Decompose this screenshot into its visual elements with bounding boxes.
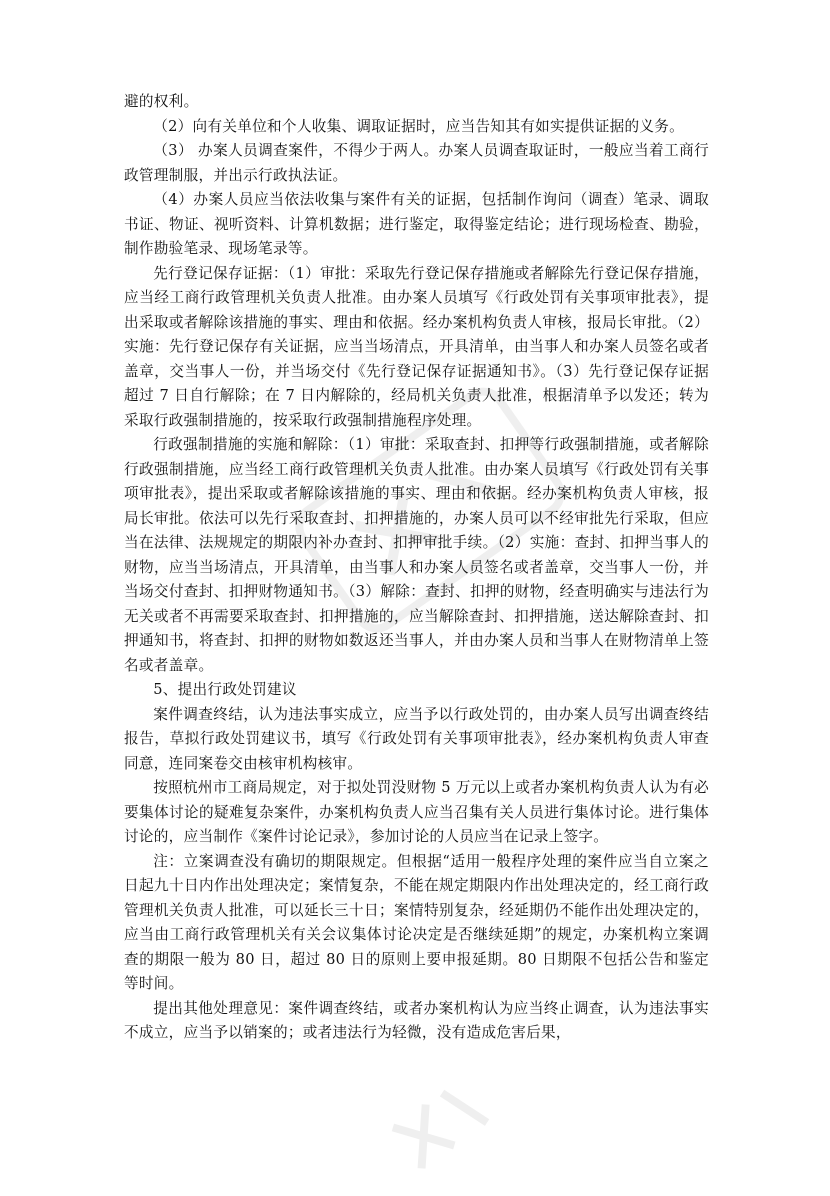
paragraph: 按照杭州市工商局规定，对于拟处罚没财物 5 万元以上或者办案机构负责人认为有必要集体讨论的疑难复杂案件，办案机构负责人应当召集有关人员进行集体讨论。进行集体讨论的，应当制作《案件讨论记录》，参加讨论的人员应当在记录上签字。 — [124, 779, 709, 845]
paragraph: （3） 办案人员调查案件，不得少于两人。办案人员调查取证时，一般应当着工商行政管理制服，并出示行政执法证。 — [124, 142, 709, 184]
section-heading: 5、提出行政处罚建议 — [153, 681, 297, 698]
paragraph: 先行登记保存证据：（1）审批：采取先行登记保存措施或者解除先行登记保存措施，应当经工商行政管理机关负责人批准。由办案人员填写《行政处罚有关事项审批表》，提出采取或者解除该措施的事实、理由和依据。经办案机构负责人审核，报局长审批。（2）实施：先行登记保存有关证据，应当当场清点，开具清单，由当事人和办案人员签名或者盖章，交当事人一份，并当场交付《先行登记保存证据通知书》。（3）先行登记保存证据超过 7 日自行解除；在 7 日内解除的，经局机关负责人批准，根据清单予以发还；转为采取行政强制措施的，按采取行政强制措施程序处理。 — [124, 264, 709, 429]
paragraph: 提出其他处理意见：案件调查终结，或者办案机构认为应当终止调查，认为违法事实不成立，应当予以销案的；或者违法行为轻微，没有造成危害后果， — [124, 999, 709, 1041]
paragraph: （2）向有关单位和个人收集、调取证据时，应当告知其有如实提供证据的义务。 — [153, 117, 685, 135]
watermark-icon — [365, 1054, 515, 1196]
paragraph: （4）办案人员应当依法收集与案件有关的证据，包括制作询问（调查）笔录、调取书证、物证、视听资料、计算机数据；进行鉴定，取得鉴定结论；进行现场检查、勘验，制作勘验笔录、现场笔录等。 — [124, 191, 709, 257]
note-paragraph: 注：立案调查没有确切的期限规定。但根据“适用一般程序处理的案件应当自立案之日起九十日内作出处理决定；案情复杂，不能在规定期限内作出处理决定的，经工商行政管理机关负责人批准，可以延长三十日；案情特别复杂，经延期仍不能作出处理决定的，应当由工商行政管理机关有关会议集体讨论决定是否继续延期”的规定，办案机构立案调查的期限一般为 80 日，超过 80 日的原则上要申报延期。80 日期限不包括公告和鉴定等时间。 — [124, 852, 709, 992]
paragraph: 行政强制措施的实施和解除：（1）审批：采取查封、扣押等行政强制措施，或者解除行政强制措施，应当经工商行政管理机关负责人批准。由办案人员填写《行政处罚有关事项审批表》，提出采取或者解除该措施的事实、理由和依据。经办案机构负责人审核，报局长审批。依法可以先行采取查封、扣押措施的，办案人员可以不经审批先行采取，但应当在法律、法规规定的期限内补办查封、扣押审批手续。（2）实施：查封、扣押当事人的财物，应当当场清点，开具清单，由当事人和办案人员签名或者盖章，交当事人一份，并当场交付查封、扣押财物通知书。（3）解除：查封、扣押的财物，经查明确实与违法行为无关或者不再需要采取查封、扣押措施的，应当解除查封、扣押措施，送达解除查封、扣押通知书，将查封、扣押的财物如数返还当事人，并由办案人员和当事人在财物清单上签名或者盖章。 — [124, 436, 709, 674]
paragraph: 避的权利。 — [124, 93, 199, 110]
paragraph: 案件调查终结，认为违法事实成立，应当予以行政处罚的，由办案人员写出调查终结报告，草拟行政处罚建议书，填写《行政处罚有关事项审批表》，经办案机构负责人审查同意，连同案卷交由核审机构核审。 — [124, 705, 709, 772]
document-body — [124, 90, 709, 1046]
